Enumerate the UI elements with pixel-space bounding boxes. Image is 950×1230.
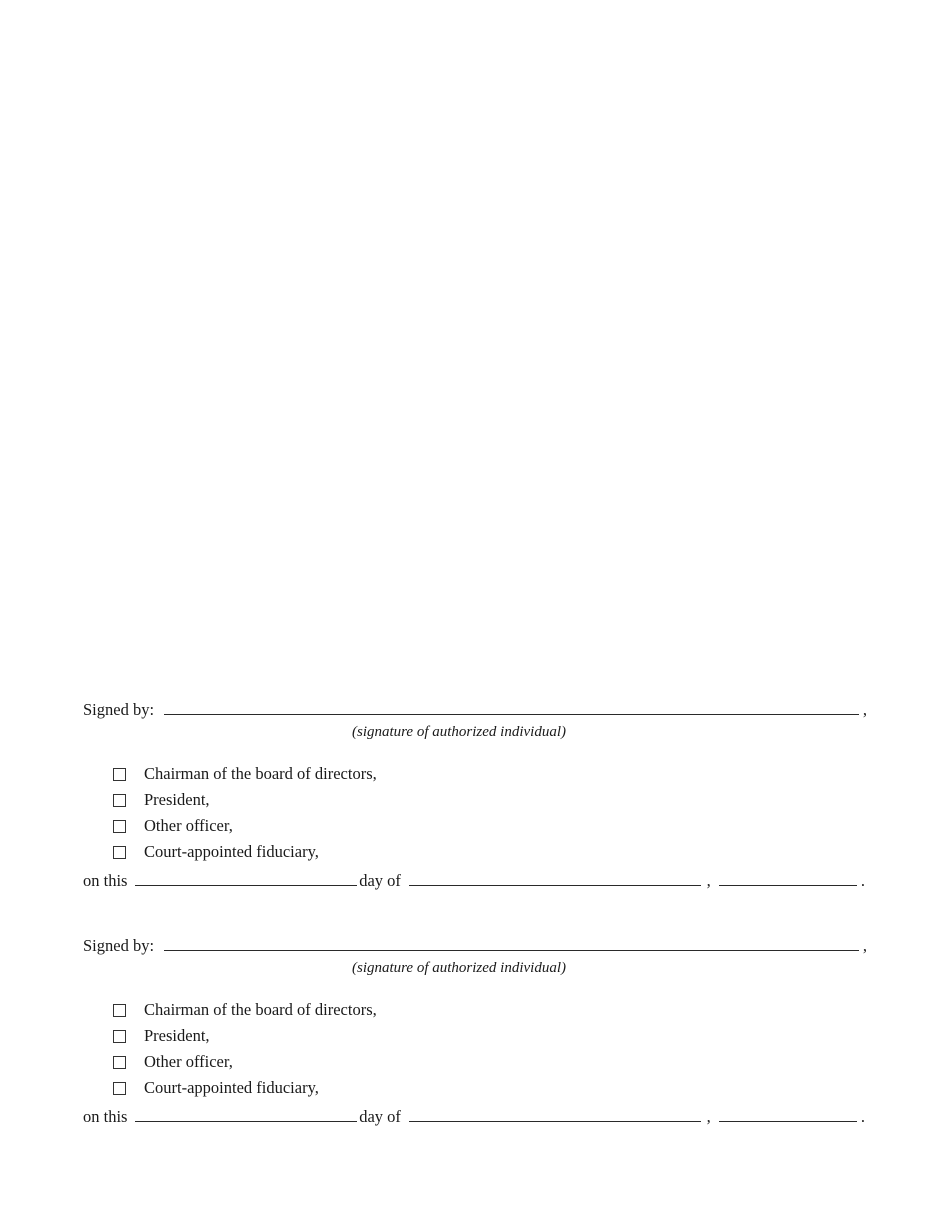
on-this-label: on this [83, 1107, 128, 1126]
role-option-court-appointed-fiduciary[interactable] [113, 1075, 867, 1101]
role-option-court-appointed-fiduciary[interactable] [113, 839, 867, 865]
signature-input-line[interactable] [164, 700, 859, 715]
date-period: . [860, 1107, 865, 1126]
year-input-line[interactable] [719, 1107, 857, 1122]
role-option-label: President, [144, 1026, 210, 1045]
checkbox-icon[interactable] [113, 1004, 126, 1017]
role-option-other-officer[interactable] [113, 1049, 867, 1075]
signature-input-line[interactable] [164, 936, 859, 951]
checkbox-icon[interactable] [113, 794, 126, 807]
role-option-label: President, [144, 790, 210, 809]
month-input-line[interactable] [409, 871, 701, 886]
date-comma: , [706, 871, 711, 890]
date-row [83, 871, 867, 891]
signature-block-2 [83, 936, 867, 1127]
date-period: . [860, 871, 865, 890]
signature-caption: (signature of authorized individual) [351, 960, 566, 976]
checkbox-icon[interactable] [113, 1082, 126, 1095]
role-option-label: Chairman of the board of directors, [144, 764, 377, 783]
role-option-president[interactable] [113, 787, 867, 813]
role-options-list [113, 761, 867, 865]
on-this-label: on this [83, 871, 128, 890]
role-option-label: Court-appointed fiduciary, [144, 842, 319, 861]
role-option-label: Court-appointed fiduciary, [144, 1078, 319, 1097]
signed-by-row [83, 700, 867, 720]
role-option-label: Chairman of the board of directors, [144, 1000, 377, 1019]
role-option-chairman[interactable] [113, 761, 867, 787]
role-option-other-officer[interactable] [113, 813, 867, 839]
role-option-label: Other officer, [144, 816, 233, 835]
signature-block-1 [83, 700, 867, 891]
month-input-line[interactable] [409, 1107, 701, 1122]
date-comma: , [706, 1107, 711, 1126]
role-options-list [113, 997, 867, 1101]
day-input-line[interactable] [135, 1107, 357, 1122]
checkbox-icon[interactable] [113, 768, 126, 781]
checkbox-icon[interactable] [113, 1056, 126, 1069]
day-of-label: day of [359, 1107, 401, 1126]
role-option-chairman[interactable] [113, 997, 867, 1023]
signed-by-label: Signed by: [83, 936, 155, 955]
role-option-label: Other officer, [144, 1052, 233, 1071]
checkbox-icon[interactable] [113, 846, 126, 859]
signed-by-label: Signed by: [83, 700, 155, 719]
checkbox-icon[interactable] [113, 1030, 126, 1043]
date-row [83, 1107, 867, 1127]
day-of-label: day of [359, 871, 401, 890]
signature-caption: (signature of authorized individual) [351, 724, 566, 740]
signature-trailing-comma: , [862, 700, 867, 719]
signed-by-row [83, 936, 867, 956]
role-option-president[interactable] [113, 1023, 867, 1049]
day-input-line[interactable] [135, 871, 357, 886]
signature-trailing-comma: , [862, 936, 867, 955]
checkbox-icon[interactable] [113, 820, 126, 833]
year-input-line[interactable] [719, 871, 857, 886]
